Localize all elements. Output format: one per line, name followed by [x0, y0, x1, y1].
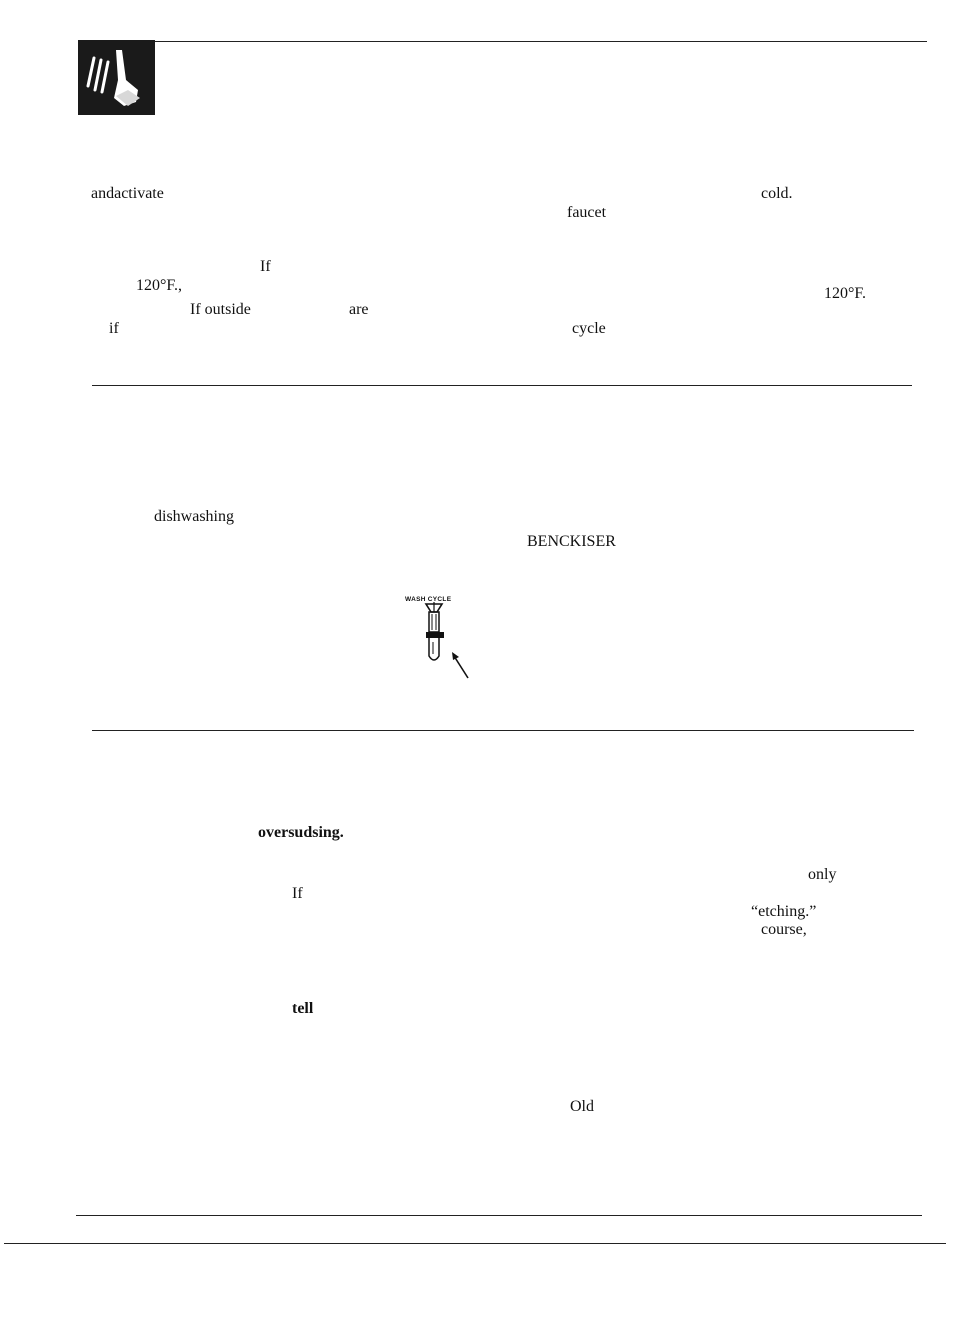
footer-rule-1: [76, 1215, 922, 1216]
text-cold: cold.: [761, 185, 793, 202]
text-course: course,: [761, 921, 807, 938]
text-faucet: faucet: [567, 204, 607, 221]
text-temperature-2: 120°F.: [824, 285, 867, 302]
text-if-1: If: [260, 258, 271, 275]
text-dishwashing: dishwashing: [154, 508, 234, 525]
text-tell: tell: [292, 1000, 314, 1017]
text-oversudsing: oversudsing.: [258, 824, 344, 841]
section-divider-1: [92, 385, 912, 386]
text-temperature-1: 120°F.,: [136, 277, 183, 294]
dispenser-diagram: [404, 590, 476, 682]
pointing-hand-icon: [78, 40, 155, 115]
text-andactivate: andactivate: [91, 185, 164, 202]
text-if-2: if: [109, 320, 119, 337]
text-benckiser: BENCKISER: [527, 533, 616, 550]
text-only: only: [808, 866, 837, 883]
text-if-outside: If outside: [190, 301, 251, 318]
text-if-3: If: [292, 885, 303, 902]
text-are: are: [349, 301, 369, 318]
text-etching: “etching.”: [751, 903, 817, 920]
header-rule: [78, 41, 927, 42]
section-divider-2: [92, 730, 914, 731]
text-old: Old: [570, 1098, 594, 1115]
diagram-label: WASH CYCLE: [405, 596, 452, 603]
arrow-pointer-icon: [452, 652, 468, 678]
text-cycle: cycle: [572, 320, 606, 337]
footer-rule-2: [4, 1243, 946, 1244]
